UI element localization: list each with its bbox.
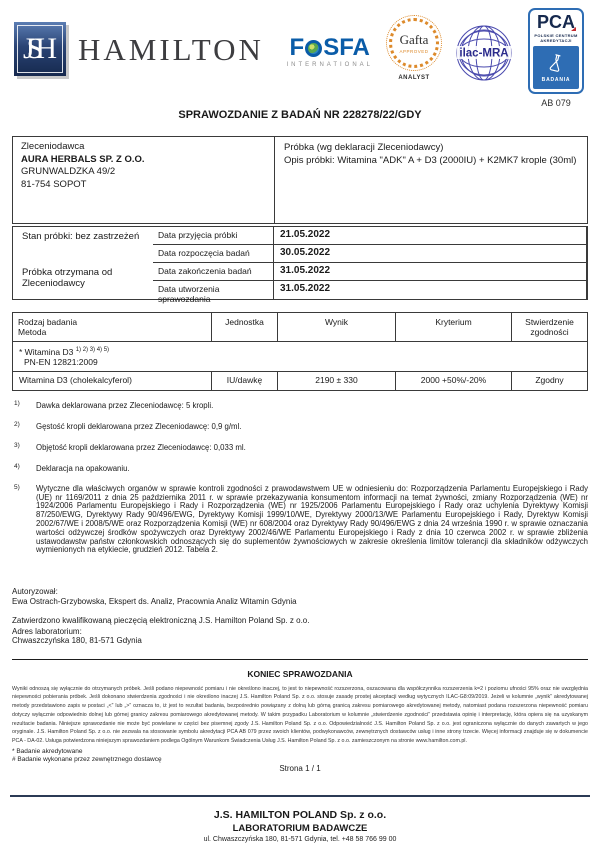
method-name-line bbox=[19, 345, 581, 357]
ilac-mra-text: ilac-MRA bbox=[459, 47, 509, 60]
disclaimer-text: Wyniki odnoszą się wyłącznie do otrzymanych próbek. Jeśli podano niepewność pomiaru i nie określono inaczej, to jest to niepewność rozszerzona, oszacowana dla współczynnika rozszerzenia k=2 i poziomu ufności 95% oraz nie uwzględnia niepewności pobierania próbek. Jeśli dokonano stwierdzenia zgodności i nie określono inaczej J.S. Hamilton Poland Sp. z o.o. stosuje zasadę prostej akceptacji według wytycznych ILAC-G8:09/2019. Jeżeli w kolumnie „wynik” akredytowanej metody przedstawiono zapis w postaci „<” lub „>” oznacza to, iż jest to rezultat badania, bezpośrednio powiązany z dolną lub górną granicą zakresu pomiarowego akredytowanej metody, natomiast podana rozszerzona niepewność pomiaru dotyczy wyłącznie odpowiednio dolnej lub górnej granicy zakresu pomiarowego akredytowanej metody. W takim przypadku Laboratorium w kolumnie „stwierdzenie zgodności” przedstawia opinię i interpretację, która opiera się na uzyskanym rezultacie badania. Niniejsze sprawozdanie nie może być powielane w części bez pisemnej zgody J.S. Hamilton Poland Sp. z o.o. Odpowiedzialność J.S. Hamilton Poland Sp. z o.o. jest ograniczona wyłącznie do danych zawartych w jego oryginale. J.S. Hamilton Poland Sp. z o.o. nie zezwala na stosowanie symbolu akredytacji PCA AB 079 przez swoich klientów, podwykonawców, zewnętrznych dostawców usług i inne strony trzecie. Więcej informacji znajduje się w dokumencie PCA - DA-02. Usługa potwierdzona niniejszym sprawozdaniem podlega Ogólnym Warunkom Świadczenia Usług J.S. Hamilton Poland Sp. z o.o. zamieszczonym na stronie www.hamilton.com.pl. bbox=[12, 685, 588, 744]
footnote bbox=[12, 401, 588, 410]
pca-wordmark bbox=[537, 14, 575, 31]
page-number: Strona 1 / 1 bbox=[279, 763, 321, 773]
lab-address: Chwaszczyńska 180, 81-571 Gdynia bbox=[12, 636, 142, 646]
footer-divider bbox=[10, 795, 590, 797]
footnote bbox=[12, 464, 588, 473]
gafta-analyst-label: ANALYST bbox=[398, 75, 430, 81]
pca-logo bbox=[526, 8, 586, 108]
fosfa-wordmark bbox=[286, 36, 373, 60]
column-header-criterion bbox=[395, 313, 511, 341]
end-of-report-label: KONIEC SPRAWOZDANIA bbox=[247, 668, 353, 679]
result-conformity: Zgodny bbox=[511, 372, 587, 390]
authorized-person: Ewa Ostrach-Grzybowska, Ekspert ds. Analiz, Pracownia Analiz Witamin Gdynia bbox=[12, 596, 297, 606]
report-header bbox=[0, 0, 600, 108]
client-sample-box bbox=[12, 136, 588, 224]
column-header-unit bbox=[211, 313, 277, 341]
footer-lab-name: LABORATORIUM BADAWCZE bbox=[232, 822, 368, 834]
method-name: * Witamina D3 bbox=[19, 346, 74, 357]
jsh-logo-icon bbox=[14, 22, 66, 76]
result-criterion: 2000 +50%/-20% bbox=[395, 372, 511, 390]
report-title: SPRAWOZDANIE Z BADAŃ NR 228278/22/GDY bbox=[178, 109, 422, 121]
footnote-text: Gęstość kropli deklarowana przez Zleceniodawcę: 0,9 g/ml. bbox=[36, 421, 242, 431]
lab-address-label: Adres laboratorium: bbox=[12, 626, 82, 636]
date-value: 21.05.2022 bbox=[274, 227, 587, 245]
date-label: Data przyjęcia próbki bbox=[153, 227, 274, 245]
client-address-line2: 81-754 SOPOT bbox=[21, 178, 87, 190]
hamilton-wordmark: HAMILTON bbox=[78, 32, 264, 67]
page-footer bbox=[0, 809, 600, 859]
ilac-mra-globe-icon bbox=[455, 24, 513, 82]
footer-address: ul. Chwaszczyńska 180, 81-571 Gdynia, tel. +48 58 766 99 00 bbox=[203, 835, 397, 843]
footnote-number: 1) bbox=[14, 399, 20, 407]
ilac-mra-logo bbox=[455, 24, 513, 87]
pca-letters-pc: PC bbox=[536, 12, 562, 32]
client-name: AURA HERBALS SP. Z O.O. bbox=[21, 153, 145, 165]
date-label: Data rozpoczęcia badań bbox=[153, 245, 274, 263]
result-value: 2190 ± 330 bbox=[277, 372, 395, 390]
footnote-text: Dawka deklarowana przez Zleceniodawcę: 5 kropli. bbox=[36, 400, 214, 410]
sample-status-cell bbox=[13, 227, 153, 299]
footnote bbox=[12, 443, 588, 452]
header-criterion: Kryterium bbox=[435, 317, 472, 327]
footnote-text: Wytyczne dla właściwych organów w sprawie kontroli zgodności z prawodawstwem UE w odniesieniu do: Rozporządzenia Parlamentu Europejskiego i Rady (UE) nr 1169/2011 z dnia 25 października 2011 r. w sprawie przekazywania konsumentom informacji na temat żywności, zmiany Rozporządzenia (WE) nr 1924/2006 Parlamentu Europejskiego i Rady i Rozporządzenia (WE) nr 1925/2006 Parlamentu Europejskiego i Rady oraz uchylenia Dyrektywy Komisji 87/250/EWG, Dyrektywy Rady 90/496/EWG, Dyrektywy Komisji 1999/10/WE, Dyrektywy 2000/13/WE Parlamentu Europejskiego i Rady, Dyrektyw Komisji 2002/67/WE i 2008/5/WE oraz Rozporządzenia Komisji (WE) nr 608/2004 oraz Dyrektywy Rady 90/496/EWG z dnia 24 września 1990 r. w sprawie oznaczania wartości odżywczej środków spożywczych oraz Dyrektywy 2002/46/WE Parlamentu Europejskiego i Rady z dnia 10 czerwca 2002 r. w sprawie zbliżenia ustawodawstw państw członkowskich odnoszących się do suplementów żywnościowych w zakresie określenia limitów tolerancji dla składników odżywczych wymienionych na etykiecie, grudzień 2012. Tabela 2. bbox=[36, 483, 588, 555]
footnote bbox=[12, 485, 588, 555]
footnotes bbox=[12, 401, 588, 555]
fosfa-globe-icon bbox=[305, 40, 322, 57]
date-value: 31.05.2022 bbox=[274, 281, 587, 299]
footnote-number: 5) bbox=[14, 483, 20, 491]
method-footnote-refs: 1) 2) 3) 4) 5) bbox=[75, 347, 110, 353]
sample-cell bbox=[275, 137, 587, 223]
gafta-logo bbox=[386, 18, 442, 81]
fosfa-international-label: INTERNATIONAL bbox=[286, 62, 373, 68]
dates-box bbox=[12, 226, 588, 304]
results-table bbox=[12, 312, 588, 391]
footer-company-name: J.S. HAMILTON POLAND Sp. z o.o. bbox=[213, 808, 387, 821]
header-result: Wynik bbox=[324, 317, 349, 327]
pca-accreditation-number: AB 079 bbox=[541, 98, 571, 108]
electronic-stamp-note: Zatwierdzono kwalifikowaną pieczęcią elektroniczną J.S. Hamilton Poland Sp. z o.o. bbox=[12, 616, 310, 626]
pca-letter-a: A bbox=[562, 12, 575, 32]
footnote-number: 4) bbox=[14, 462, 20, 470]
header-conformity-line1: Stwierdzenie bbox=[525, 317, 574, 327]
pca-full-name: POLSKIE CENTRUM AKREDYTACJI bbox=[534, 33, 578, 43]
gafta-wordmark: Gafta bbox=[399, 32, 429, 47]
date-label: Data zakończenia badań bbox=[153, 263, 274, 281]
column-header-conformity bbox=[511, 313, 587, 341]
client-address-line1: GRUNWALDZKA 49/2 bbox=[21, 166, 116, 177]
fosfa-letters-sfa: SFA bbox=[323, 34, 370, 61]
certification-logos bbox=[286, 8, 586, 108]
header-conformity-line2: zgodności bbox=[530, 327, 569, 337]
footnote bbox=[12, 422, 588, 431]
fosfa-logo bbox=[286, 36, 373, 68]
date-label: Data utworzenia sprawozdania bbox=[153, 281, 274, 299]
legend bbox=[12, 748, 588, 764]
sample-state: Stan próbki: bez zastrzeżeń bbox=[22, 231, 140, 242]
gafta-approved-label: APPROVED bbox=[399, 49, 429, 54]
column-header-test bbox=[13, 313, 211, 341]
document-body bbox=[12, 136, 588, 764]
header-test-line1: Rodzaj badania bbox=[18, 317, 78, 327]
result-parameter: Witamina D3 (cholekalcyferol) bbox=[19, 374, 132, 385]
fosfa-letter-f: F bbox=[289, 34, 305, 61]
result-row bbox=[13, 372, 587, 390]
jsh-hamilton-logo bbox=[14, 22, 264, 76]
sample-received: Próbka otrzymana od Zleceniodawcy bbox=[22, 267, 113, 289]
footnote-number: 3) bbox=[14, 441, 20, 449]
client-label: Zleceniodawca bbox=[21, 141, 85, 152]
legend-accredited: * Badanie akredytowane bbox=[12, 747, 83, 755]
sample-header: Próbka (wg deklaracji Zleceniodawcy) bbox=[284, 142, 444, 153]
jsh-logo-letters: JSH bbox=[22, 32, 50, 65]
result-unit: IU/dawkę bbox=[211, 372, 277, 390]
gafta-wreath-icon bbox=[389, 18, 439, 68]
sample-description: Opis próbki: Witamina "ADK" A + D3 (2000IU) + K2MK7 krople (30ml) bbox=[284, 155, 577, 166]
pca-badania-label: BADANIA bbox=[541, 77, 571, 83]
results-table-header bbox=[13, 313, 587, 342]
footnote-text: Deklaracja na opakowaniu. bbox=[36, 463, 130, 473]
header-unit: Jednostka bbox=[225, 317, 264, 327]
flask-icon bbox=[544, 50, 569, 76]
footnote-number: 2) bbox=[14, 420, 20, 428]
footnote-text: Objętość kropli deklarowana przez Zleceniodawcę: 0,033 ml. bbox=[36, 442, 246, 452]
pca-badania-panel bbox=[533, 46, 579, 89]
pca-badge bbox=[528, 8, 584, 94]
end-of-report-divider bbox=[12, 659, 588, 660]
date-value: 30.05.2022 bbox=[274, 245, 587, 263]
method-row bbox=[13, 342, 587, 372]
date-value: 31.05.2022 bbox=[274, 263, 587, 281]
column-header-result bbox=[277, 313, 395, 341]
client-cell bbox=[13, 137, 275, 223]
method-standard: PN-EN 12821:2009 bbox=[24, 357, 98, 368]
authorized-by-label: Autoryzował: bbox=[12, 587, 58, 597]
authorization-block bbox=[12, 587, 588, 646]
legend-external: # Badanie wykonane przez zewnętrznego dostawcę bbox=[12, 755, 162, 763]
header-test-line2: Metoda bbox=[18, 327, 47, 337]
